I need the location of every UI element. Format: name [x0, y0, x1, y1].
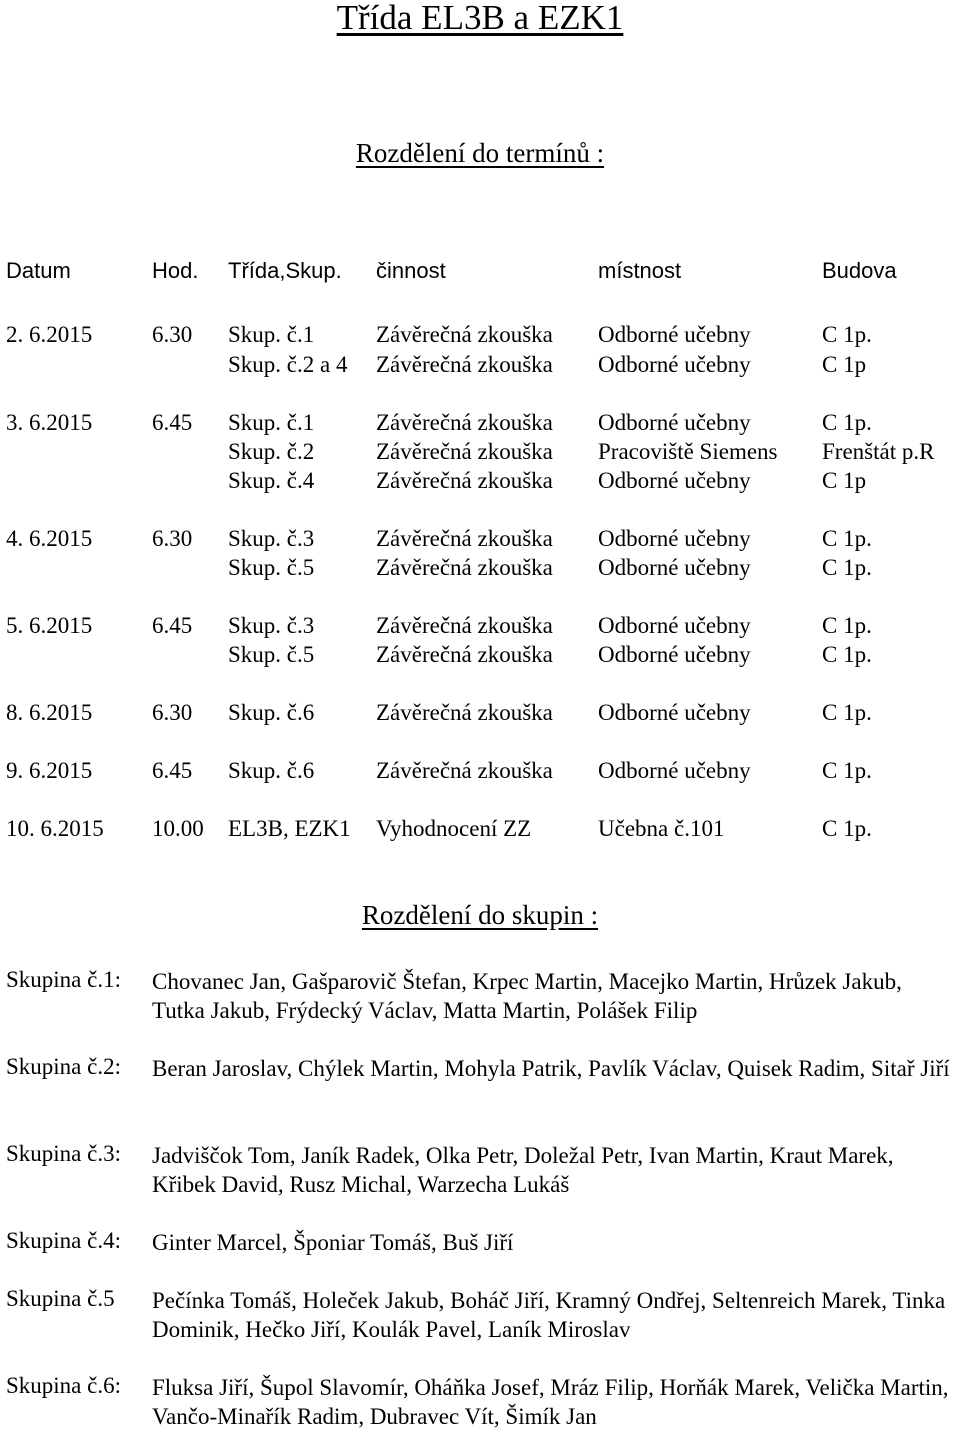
cell-room: Odborné učebny	[598, 322, 751, 347]
col-room: místnost	[598, 258, 682, 283]
cell-room: Odborné učebny	[598, 700, 751, 725]
col-building: Budova	[822, 258, 897, 283]
cell-activity: Závěrečná zkouška	[376, 410, 553, 435]
cell-room: Odborné učebny	[598, 352, 751, 377]
group-label: Skupina č.3:	[6, 1141, 121, 1166]
cell-group: Skup. č.3	[228, 526, 315, 551]
cell-group: Skup. č.5	[228, 555, 315, 580]
cell-group: Skup. č.4	[228, 468, 315, 493]
cell-date: 4. 6.2015	[6, 526, 93, 551]
cell-activity: Závěrečná zkouška	[376, 613, 553, 638]
cell-building: C 1p	[822, 468, 867, 493]
groups-heading: Rozdělení do skupin :	[361, 900, 599, 930]
cell-building: C 1p	[822, 352, 867, 377]
group-label: Skupina č.1:	[6, 967, 121, 992]
cell-activity: Vyhodnocení ZZ	[376, 816, 532, 841]
cell-building: C 1p.	[822, 322, 872, 347]
group-members: Pečínka Tomáš, Holeček Jakub, Boháč Jiří, Kramný Ondřej, Seltenreich Marek, Tinka Dominik, Hečko Jiří, Koulák Pavel, Laník Miroslav	[152, 1288, 946, 1342]
cell-room: Pracoviště Siemens	[598, 439, 778, 464]
cell-activity: Závěrečná zkouška	[376, 439, 553, 464]
cell-time: 6.45	[152, 410, 193, 435]
col-date: Datum	[6, 258, 71, 283]
group-label: Skupina č.6:	[6, 1373, 121, 1398]
group-members: Chovanec Jan, Gašparovič Štefan, Krpec Martin, Macejko Martin, Hrůzek Jakub, Tutka Jakub, Frýdecký Václav, Matta Martin, Polášek Filip	[152, 969, 902, 1023]
cell-room: Odborné učebny	[598, 758, 751, 783]
cell-time: 6.45	[152, 613, 193, 638]
cell-group: Skup. č.2 a 4	[228, 352, 348, 377]
cell-building: C 1p.	[822, 410, 872, 435]
group-members: Beran Jaroslav, Chýlek Martin, Mohyla Patrik, Pavlík Václav, Quisek Radim, Sitař Jiří	[152, 1056, 950, 1081]
col-time: Hod.	[152, 258, 199, 283]
group-label: Skupina č.2:	[6, 1054, 121, 1079]
group-members: Jadviščok Tom, Janík Radek, Olka Petr, Doležal Petr, Ivan Martin, Kraut Marek, Křibek David, Rusz Michal, Warzecha Lukáš	[152, 1143, 894, 1197]
cell-group: Skup. č.6	[228, 758, 315, 783]
col-activity: činnost	[376, 258, 446, 283]
cell-activity: Závěrečná zkouška	[376, 526, 553, 551]
cell-date: 10. 6.2015	[6, 816, 104, 841]
cell-time: 6.30	[152, 700, 193, 725]
cell-activity: Závěrečná zkouška	[376, 555, 553, 580]
cell-group: Skup. č.1	[228, 410, 315, 435]
cell-room: Odborné učebny	[598, 410, 751, 435]
cell-activity: Závěrečná zkouška	[376, 642, 553, 667]
cell-activity: Závěrečná zkouška	[376, 468, 553, 493]
col-group: Třída,Skup.	[228, 258, 342, 283]
cell-building: C 1p.	[822, 613, 872, 638]
cell-group: Skup. č.1	[228, 322, 315, 347]
cell-building: C 1p.	[822, 526, 872, 551]
cell-room: Odborné učebny	[598, 555, 751, 580]
cell-group: Skup. č.6	[228, 700, 315, 725]
schedule-heading: Rozdělení do termínů :	[355, 138, 605, 168]
page-title: Třída EL3B a EZK1	[336, 0, 624, 37]
cell-room: Odborné učebny	[598, 468, 751, 493]
cell-date: 5. 6.2015	[6, 613, 93, 638]
cell-activity: Závěrečná zkouška	[376, 758, 553, 783]
cell-time: 6.45	[152, 758, 193, 783]
cell-room: Učebna č.101	[598, 816, 725, 841]
cell-building: C 1p.	[822, 758, 872, 783]
cell-date: 3. 6.2015	[6, 410, 93, 435]
cell-building: C 1p.	[822, 555, 872, 580]
group-members: Fluksa Jiří, Šupol Slavomír, Oháňka Josef, Mráz Filip, Horňák Marek, Velička Martin, Vančo-Minařík Radim, Dubravec Vít, Šimík Jan	[152, 1375, 949, 1429]
cell-activity: Závěrečná zkouška	[376, 700, 553, 725]
cell-time: 6.30	[152, 322, 193, 347]
cell-building: C 1p.	[822, 700, 872, 725]
cell-room: Odborné učebny	[598, 613, 751, 638]
cell-time: 6.30	[152, 526, 193, 551]
cell-room: Odborné učebny	[598, 526, 751, 551]
cell-date: 2. 6.2015	[6, 322, 93, 347]
cell-building: C 1p.	[822, 816, 872, 841]
group-label: Skupina č.4:	[6, 1228, 121, 1253]
cell-building: Frenštát p.R	[822, 439, 935, 464]
cell-group: EL3B, EZK1	[228, 816, 351, 841]
cell-date: 8. 6.2015	[6, 700, 93, 725]
cell-building: C 1p.	[822, 642, 872, 667]
cell-date: 9. 6.2015	[6, 758, 93, 783]
cell-group: Skup. č.2	[228, 439, 315, 464]
cell-room: Odborné učebny	[598, 642, 751, 667]
group-members: Ginter Marcel, Šponiar Tomáš, Buš Jiří	[152, 1230, 514, 1255]
cell-group: Skup. č.3	[228, 613, 315, 638]
cell-activity: Závěrečná zkouška	[376, 322, 553, 347]
group-label: Skupina č.5	[6, 1286, 115, 1311]
cell-group: Skup. č.5	[228, 642, 315, 667]
cell-activity: Závěrečná zkouška	[376, 352, 553, 377]
cell-time: 10.00	[152, 816, 204, 841]
